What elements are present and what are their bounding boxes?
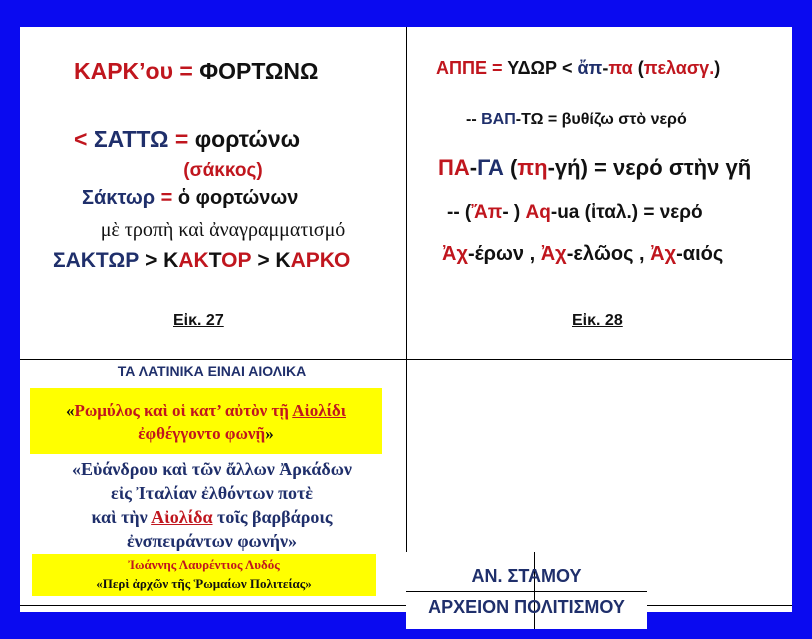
fig28-appe: ΑΠΠΕ xyxy=(436,58,493,78)
fig28-line5 xyxy=(442,243,723,266)
fig28-dash2: - xyxy=(469,155,478,180)
fig27-word-saktor: Σάκτωρ xyxy=(82,187,161,209)
quote2-line4: ἐνσπειράντων φωνήν» xyxy=(126,531,298,551)
fig28-equals: = xyxy=(492,58,508,78)
fig28-dashes: -- xyxy=(466,111,482,128)
stamp-name: ΑΝ. ΣΤΑΜΟΥ xyxy=(471,566,582,586)
grid-horizontal-divider xyxy=(20,359,792,360)
fig27-lt: < xyxy=(74,126,94,152)
fig27-k2: Κ xyxy=(275,249,291,272)
fig27-equals: = xyxy=(179,58,200,84)
fig28-aios: -αιός xyxy=(676,243,724,265)
fig27-k1: Κ xyxy=(163,249,179,272)
fig27-line6 xyxy=(53,249,350,273)
fig27-sakkos: (σάκκος) xyxy=(183,160,263,181)
fig28-eloos: -ελῶος , xyxy=(566,243,651,265)
fig27-equals3: = xyxy=(160,187,178,209)
fig27-line2 xyxy=(74,126,300,153)
quote1-line1 xyxy=(30,401,382,421)
fig28-dash: - xyxy=(602,58,609,78)
fig28-paren-open: ( xyxy=(632,58,644,78)
quote1-text2: ἐφθέγγοντο φωνῇ xyxy=(138,424,266,443)
source-title: «Περὶ ἀρχῶν τῆς Ῥωμαίων Πολιτείας» xyxy=(96,576,312,591)
fig27-caption: Εἰκ. 27 xyxy=(173,312,224,329)
fig27-gt2: > xyxy=(251,249,276,272)
fig28-pa-caps: ΠΑ xyxy=(438,155,470,180)
quote1-highlight xyxy=(30,388,382,454)
fig27-t: Τ xyxy=(208,249,222,272)
fig28-ach1: Ἀχ xyxy=(442,243,468,265)
fig28-ach3: Ἀχ xyxy=(650,243,677,265)
fig28-aq: Aq xyxy=(525,202,551,223)
fig28-vap: ΒΑΠ xyxy=(481,111,516,128)
fig28-ua: -ua (ἰταλ.) = νερό xyxy=(550,202,703,223)
fig27-word-fortono: ΦΟΡΤΩΝΩ xyxy=(199,58,319,84)
quote2-aiolida: Αἰολίδα xyxy=(151,507,213,527)
quote2-kai: καὶ τὴν xyxy=(91,507,152,527)
quote1-close: » xyxy=(265,424,274,443)
stamp-archive: ΑΡΧΕΙΟΝ ΠΟΛΙΤΙΣΜΟΥ xyxy=(428,597,625,617)
fig28-paren-close: ) xyxy=(714,58,721,78)
fig27-word-fortono-lower: φορτώνω xyxy=(194,126,301,152)
fig28-caption: Εἰκ. 28 xyxy=(572,312,623,329)
source-author: Ἰωάννης Λαυρέντιος Λυδός xyxy=(128,557,280,572)
fig27-line4 xyxy=(82,187,298,210)
fig28-ydor: ΥΔΩΡ < xyxy=(507,58,578,78)
quote2-line3 xyxy=(30,507,394,528)
stamp-horizontal-line xyxy=(406,591,647,592)
fig28-ap2: Ἄπ xyxy=(471,202,503,223)
fig28-ap: ἄπ xyxy=(577,58,603,78)
fig28-line1 xyxy=(436,58,720,79)
fig28-line4 xyxy=(447,202,703,224)
fig28-gi-nero: -γή) = νερό στὴν γῆ xyxy=(547,155,752,180)
fig27-line5: μὲ τροπὴ καὶ ἀναγραμματισμό xyxy=(100,219,346,241)
fig28-dash3: -- ( xyxy=(447,202,472,223)
quote1-aiolidi: Αἰολίδι xyxy=(292,401,346,420)
fig27-or: ΟΡ xyxy=(221,249,252,272)
fig28-ach2: Ἀχ xyxy=(540,243,567,265)
quote2-line1: «Εὐάνδρου καὶ τῶν ἄλλων Ἀρκάδων xyxy=(72,459,352,479)
fig27-equals2: = xyxy=(174,126,195,152)
fig27-ak: ΑΚ xyxy=(178,249,209,272)
fig27-word-satto: ΣΑΤΤΩ xyxy=(93,126,175,152)
fig27-word-o-fortonon: ὁ φορτώνων xyxy=(177,187,299,209)
fig27-word-kark: ΚΑΡΚ’ου xyxy=(74,58,180,84)
fig28-line3 xyxy=(438,155,751,181)
fig28-line2 xyxy=(466,111,687,129)
fig28-vythizo: -ΤΩ = βυθίζω στὸ νερό xyxy=(515,111,687,128)
fig28-pi: πη xyxy=(517,155,548,180)
fig28-ga: ΓΑ xyxy=(477,155,504,180)
fig27-line1 xyxy=(74,58,318,85)
fig27-gt1: > xyxy=(139,249,164,272)
fig28-paren3: - ) xyxy=(502,202,526,223)
fig27-saktor-caps: ΣΑΚΤΩΡ xyxy=(53,249,140,272)
fig28-paren2: ( xyxy=(503,155,518,180)
grid-vertical-divider xyxy=(406,27,407,612)
quote1-text: Ρωμύλος καὶ οἱ κατ’ αὐτὸν τῇ xyxy=(74,401,293,420)
fig28-eron: -έρων , xyxy=(467,243,541,265)
fig28-pelasg: πελασγ. xyxy=(643,58,715,78)
fig27-arko: ΑΡΚΟ xyxy=(290,249,351,272)
quote1-line2 xyxy=(30,424,382,444)
quote1-open: « xyxy=(65,401,75,420)
quote2-varvarois: τοῖς βαρβάροις xyxy=(212,507,333,527)
latin-heading: ΤΑ ΛΑΤΙΝΙΚΑ ΕΙΝΑΙ ΑΙΟΛΙΚΑ xyxy=(117,363,307,379)
quote2-line2: εἰς Ἰταλίαν ἐλθόντων ποτὲ xyxy=(111,483,313,503)
fig28-pa: πα xyxy=(608,58,633,78)
